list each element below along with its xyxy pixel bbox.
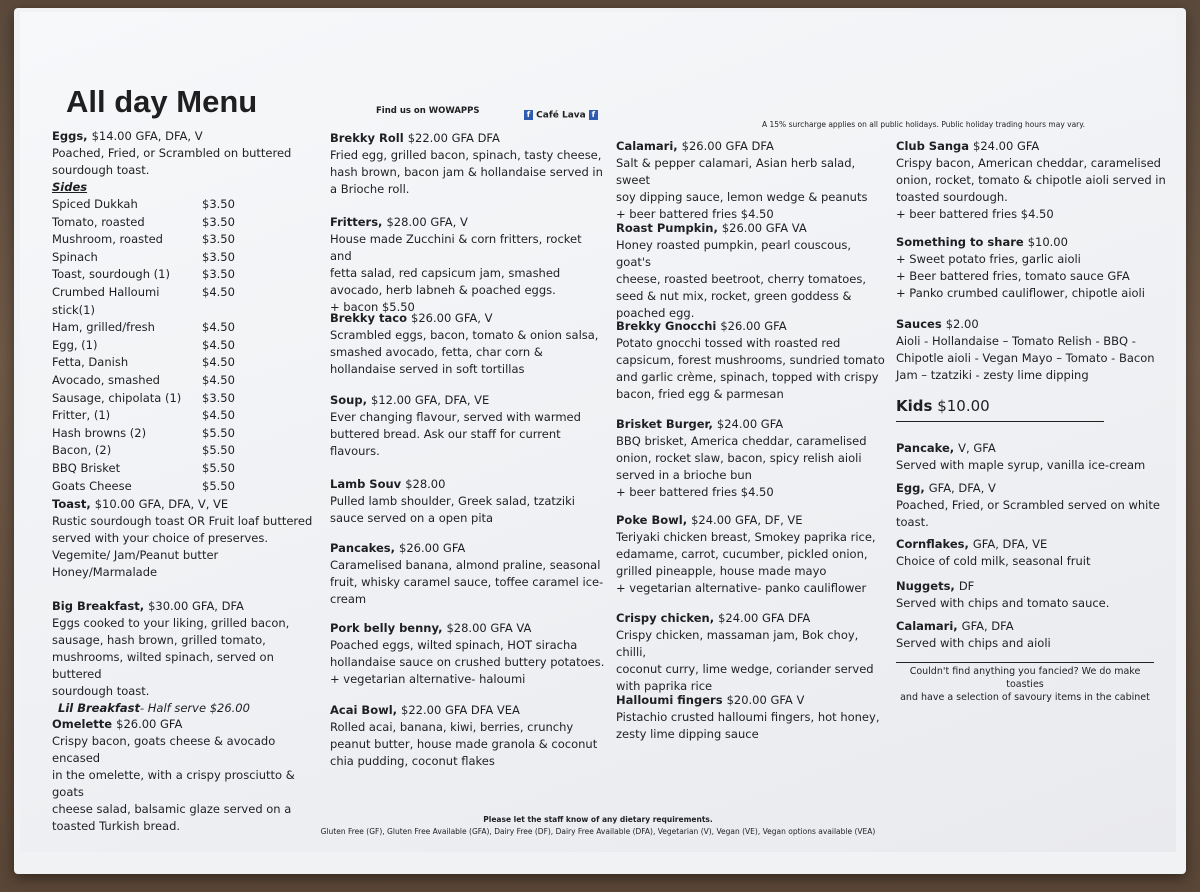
item-desc: flavours.	[330, 444, 380, 458]
menu-item-poke-bowl	[616, 512, 876, 597]
side-name: BBQ Brisket	[52, 460, 121, 475]
side-name: Fritter, (1)	[52, 408, 111, 423]
side-name: Tomato, roasted	[52, 214, 145, 229]
menu-title: All day Menu	[66, 84, 258, 119]
item-desc: Scrambled eggs, bacon, tomato & onion salsa,	[330, 328, 599, 342]
item-price: $26.00 GFA VA	[721, 221, 807, 235]
item-desc: Potato gnocchi tossed with roasted red	[616, 336, 841, 350]
item-price: $24.00 GFA, DF, VE	[691, 513, 803, 527]
side-row	[52, 214, 291, 232]
item-desc: and garlic crème, spinach, topped with crispy	[616, 370, 879, 384]
item-desc: + Beer battered fries, tomato sauce GFA	[896, 269, 1130, 283]
item-desc: Poached eggs, wilted spinach, HOT siracha	[330, 638, 578, 652]
side-row	[52, 372, 291, 390]
item-desc: grilled pineapple, house made mayo	[616, 564, 827, 578]
item-desc: + vegetarian alternative- haloumi	[330, 672, 526, 686]
item-price: $2.00	[945, 317, 979, 331]
menu-item-acai-bowl	[330, 702, 597, 770]
item-desc: Salt & pepper calamari, Asian herb salad, sweet	[616, 156, 856, 187]
item-desc: peanut butter, house made granola & coconut	[330, 737, 598, 751]
item-price: $28.00 GFA, V	[386, 215, 468, 229]
item-desc: hollandaise served in soft tortillas	[330, 362, 525, 376]
item-price: GFA, DFA	[961, 619, 1014, 633]
item-desc: Served with chips and tomato sauce.	[896, 596, 1110, 610]
item-name: Acai Bowl,	[330, 703, 398, 717]
side-name: Toast, sourdough (1)	[52, 267, 170, 282]
item-name: Cornflakes,	[896, 537, 969, 551]
side-name: Hash browns (2)	[52, 425, 147, 440]
item-name: Poke Bowl,	[616, 513, 688, 527]
side-row	[52, 337, 291, 355]
item-name: Halloumi fingers	[616, 693, 723, 707]
side-name: Spiced Dukkah	[52, 197, 138, 211]
side-row	[52, 266, 291, 284]
item-desc: poached egg.	[616, 306, 695, 320]
kids-item-pancake	[896, 440, 1145, 474]
item-desc: Rustic sourdough toast OR Fruit loaf buttered	[52, 514, 313, 528]
item-desc: smashed avocado, fetta, char corn &	[330, 345, 543, 359]
side-name: Avocado, smashed	[52, 372, 160, 387]
item-name: Brekky taco	[330, 311, 408, 325]
item-desc: + Sweet potato fries, garlic aioli	[896, 252, 1081, 266]
side-price: $3.50	[202, 197, 235, 211]
item-name: Big Breakfast,	[52, 599, 145, 613]
item-name: Club Sanga	[896, 139, 970, 153]
item-desc: Poached, Fried, or Scrambled on buttered	[52, 146, 292, 160]
item-name: Something to share	[896, 235, 1024, 249]
side-name: Ham, grilled/fresh	[52, 320, 155, 335]
item-desc: chia pudding, coconut flakes	[330, 754, 495, 768]
item-name: Roast Pumpkin,	[616, 221, 718, 235]
item-price: $14.00 GFA, DFA, V	[91, 129, 203, 143]
side-price: $5.50	[202, 460, 235, 475]
facebook-icon: f	[589, 110, 598, 120]
item-price: DF	[958, 579, 975, 593]
item-name: Lil Breakfast	[58, 701, 140, 715]
item-name: Crispy chicken,	[616, 611, 715, 625]
item-name: Egg,	[896, 481, 925, 495]
item-desc: Fried egg, grilled bacon, spinach, tasty cheese,	[330, 148, 602, 162]
kids-title: Kids	[896, 397, 933, 415]
item-price: GFA, DFA, VE	[972, 537, 1048, 551]
menu-item-brekky-taco	[330, 310, 598, 378]
item-desc: coconut curry, lime wedge, coriander served	[616, 662, 874, 676]
item-price: $24.00 GFA	[716, 417, 784, 431]
item-price: $26.00 GFA	[116, 717, 183, 731]
side-row	[52, 478, 291, 496]
menu-item-roast-pumpkin	[616, 220, 886, 322]
item-price: $20.00 GFA V	[726, 693, 805, 707]
item-desc: Chipotle aioli - Vegan Mayo – Tomato - Bacon	[896, 351, 1155, 365]
item-desc: Served with chips and aioli	[896, 636, 1051, 650]
item-name: Pork belly benny,	[330, 621, 443, 635]
item-desc: Honey/Marmalade	[52, 565, 158, 579]
item-desc: served in a brioche bun	[616, 468, 752, 482]
item-price: $30.00 GFA, DFA	[148, 599, 244, 613]
item-desc: Crispy chicken, massaman jam, Bok choy, chilli,	[616, 628, 859, 659]
item-desc: + beer battered fries $4.50	[616, 207, 774, 221]
menu-item-halloumi-fingers	[616, 692, 879, 743]
side-price: $4.50	[202, 408, 235, 423]
side-price: $4.50	[202, 337, 235, 352]
item-desc: sausage, hash brown, grilled tomato,	[52, 633, 266, 647]
item-price: $26.00 GFA	[720, 319, 787, 333]
dietary-legend: Gluten Free (GF), Gluten Free Available (GFA), Dairy Free (DF), Dairy Free Available (DFA), Vegetarian (V), Vegan (VE), Vegan options available (VEA)	[320, 827, 876, 836]
item-desc: Pulled lamb shoulder, Greek salad, tzatziki	[330, 494, 575, 508]
item-name: Brisket Burger,	[616, 417, 713, 431]
item-desc: Served with maple syrup, vanilla ice-cream	[896, 458, 1146, 472]
menu-item-soup	[330, 392, 581, 460]
find-us-text: Find us on WOWAPPS	[376, 106, 480, 116]
item-desc: sauce served on a open pita	[330, 511, 494, 525]
item-desc: + beer battered fries $4.50	[616, 485, 774, 499]
item-desc: with paprika rice	[616, 679, 713, 693]
item-desc: House made Zucchini & corn fritters, rocket and	[330, 232, 582, 263]
item-desc: Vegemite/ Jam/Peanut butter	[52, 548, 219, 562]
menu-item-brisket-burger	[616, 416, 867, 501]
menu-page	[20, 12, 1176, 852]
menu-item-calamari	[616, 138, 886, 223]
item-desc: Poached, Fried, or Scrambled served on white	[896, 498, 1160, 512]
item-desc: cream	[330, 592, 367, 606]
item-desc: toasted Turkish bread.	[52, 819, 181, 833]
item-price: $22.00 GFA DFA VEA	[401, 703, 520, 717]
menu-item-club-sanga	[896, 138, 1166, 223]
item-price: GFA, DFA, V	[928, 481, 996, 495]
item-name: Calamari,	[616, 139, 678, 153]
menu-item-pancakes	[330, 540, 603, 608]
item-price: $24.00 GFA	[973, 139, 1040, 153]
item-name: Eggs,	[52, 129, 88, 143]
side-price: $4.50	[202, 284, 235, 299]
item-name: Pancake,	[896, 441, 955, 455]
item-desc: toast.	[896, 515, 929, 529]
item-desc: in the omelette, with a crispy prosciutto & goats	[52, 768, 295, 799]
side-row	[52, 460, 291, 478]
item-name: Brekky Roll	[330, 131, 404, 145]
item-desc: served with your choice of preserves.	[52, 531, 269, 545]
cabinet-note	[896, 662, 1154, 704]
item-desc: Caramelised banana, almond praline, seasonal	[330, 558, 601, 572]
side-row	[52, 407, 291, 425]
item-price: $26.00 GFA DFA	[681, 139, 774, 153]
item-desc: cheese salad, balsamic glaze served on a	[52, 802, 292, 816]
item-desc: bacon, fried egg & parmesan	[616, 387, 784, 401]
menu-sheet	[14, 8, 1186, 874]
item-name: Fritters,	[330, 215, 383, 229]
side-price: $3.50	[202, 390, 235, 405]
side-row	[52, 319, 291, 337]
item-desc: avocado, herb labneh & poached eggs.	[330, 283, 556, 297]
item-name: Sauces	[896, 317, 942, 331]
side-price: $3.50	[202, 267, 235, 282]
item-price: $28.00	[405, 477, 446, 491]
item-price: - Half serve $26.00	[139, 701, 250, 715]
menu-item-big-breakfast	[52, 598, 322, 717]
facebook-name: Café Lava	[536, 110, 586, 121]
menu-item-brekky-roll	[330, 130, 603, 198]
item-desc: toasted sourdough.	[896, 190, 1008, 204]
side-price: $5.50	[202, 443, 235, 458]
item-price: $28.00 GFA VA	[446, 621, 532, 635]
side-row	[52, 231, 291, 249]
side-price: $5.50	[202, 478, 235, 493]
item-desc: a Brioche roll.	[330, 182, 410, 196]
kids-item-cornflakes	[896, 536, 1091, 570]
item-desc: Aioli - Hollandaise – Tomato Relish - BBQ -	[896, 334, 1136, 348]
item-name: Nuggets,	[896, 579, 955, 593]
item-price: $22.00 GFA DFA	[407, 131, 500, 145]
side-row	[52, 284, 291, 319]
side-name: Bacon, (2)	[52, 443, 112, 458]
item-price: $26.00 GFA, V	[411, 311, 493, 325]
item-price: $12.00 GFA, DFA, VE	[371, 393, 490, 407]
item-name: Soup,	[330, 393, 367, 407]
item-desc: mushrooms, wilted spinach, served on buttered	[52, 650, 274, 681]
surcharge-note: A 15% surcharge applies on all public holidays. Public holiday trading hours may vary.	[762, 120, 1086, 129]
item-desc: Rolled acai, banana, kiwi, berries, crunchy	[330, 720, 574, 734]
item-desc: Jam – tzatziki - zesty lime dipping	[896, 368, 1089, 382]
menu-item-toast	[52, 496, 312, 581]
menu-item-something-to-share	[896, 234, 1145, 302]
item-price: $10.00	[1027, 235, 1068, 249]
side-name: Sausage, chipolata (1)	[52, 390, 182, 405]
item-desc: Teriyaki chicken breast, Smokey paprika rice,	[616, 530, 876, 544]
side-price: $5.50	[202, 425, 235, 440]
item-price: V, GFA	[958, 441, 996, 455]
item-desc: fruit, whisky caramel sauce, toffee caramel ice-	[330, 575, 604, 589]
item-desc: soy dipping sauce, lemon wedge & peanuts	[616, 190, 868, 204]
item-price: $24.00 GFA DFA	[718, 611, 811, 625]
side-row	[52, 442, 291, 460]
item-desc: hash brown, bacon jam & hollandaise served in	[330, 165, 603, 179]
side-row	[52, 249, 291, 267]
menu-item-sauces	[896, 316, 1155, 384]
lil-breakfast	[52, 700, 322, 717]
item-desc: Crispy bacon, American cheddar, caramelised	[896, 156, 1161, 170]
kids-item-calamari	[896, 618, 1051, 652]
item-name: Brekky Gnocchi	[616, 319, 717, 333]
note-line: and have a selection of savoury items in the cabinet	[900, 692, 1150, 703]
item-desc: BBQ brisket, America cheddar, caramelised	[616, 434, 867, 448]
item-name: Pancakes,	[330, 541, 395, 555]
side-name: Egg, (1)	[52, 337, 98, 352]
side-row	[52, 390, 291, 408]
note-line: Couldn't find anything you fancied? We do make toasties	[909, 666, 1141, 690]
side-price: $3.50	[202, 249, 235, 264]
facebook-icon: f	[524, 110, 533, 120]
menu-item-eggs	[52, 128, 291, 495]
side-name: Fetta, Danish	[52, 355, 129, 370]
item-desc: Eggs cooked to your liking, grilled bacon,	[52, 616, 290, 630]
kids-heading	[896, 398, 1104, 422]
item-name: Toast,	[52, 497, 91, 511]
side-price: $4.50	[202, 355, 235, 370]
item-name: Omelette	[52, 717, 113, 731]
side-price: $4.50	[202, 372, 235, 387]
side-name: Mushroom, roasted	[52, 232, 163, 247]
side-name: Crumbed Halloumi stick(1)	[52, 284, 160, 317]
menu-item-fritters	[330, 214, 605, 316]
item-desc: sourdough toast.	[52, 684, 150, 698]
item-price: $10.00 GFA, DFA, V, VE	[94, 497, 229, 511]
menu-item-crispy-chicken	[616, 610, 886, 695]
item-price: $26.00 GFA	[399, 541, 466, 555]
item-name: Lamb Souv	[330, 477, 402, 491]
item-desc: Crispy bacon, goats cheese & avocado encased	[52, 734, 276, 765]
menu-item-lamb-souv	[330, 476, 575, 527]
item-desc: Honey roasted pumpkin, pearl couscous, goat's	[616, 238, 852, 269]
kids-item-nuggets	[896, 578, 1109, 612]
side-row	[52, 354, 291, 372]
item-desc: + Panko crumbed cauliflower, chipotle aioli	[896, 286, 1145, 300]
menu-item-brekky-gnocchi	[616, 318, 885, 403]
kids-item-egg	[896, 480, 1160, 531]
facebook-link	[524, 110, 598, 121]
side-price: $4.50	[202, 320, 235, 335]
side-name: Goats Cheese	[52, 478, 132, 493]
kids-divider	[896, 421, 1104, 422]
item-desc: zesty lime dipping sauce	[616, 727, 759, 741]
item-desc: Pistachio crusted halloumi fingers, hot honey,	[616, 710, 880, 724]
item-desc: onion, rocket, tomato & chipotle aioli served in	[896, 173, 1166, 187]
side-name: Spinach	[52, 249, 98, 264]
item-desc: + beer battered fries $4.50	[896, 207, 1054, 221]
side-price: $3.50	[202, 214, 235, 229]
menu-item-pork-belly-benny	[330, 620, 604, 688]
sides-list	[52, 196, 291, 495]
item-desc: hollandaise sauce on crushed buttery potatoes.	[330, 655, 605, 669]
item-desc: sourdough toast.	[52, 163, 150, 177]
item-desc: + bacon $5.50	[330, 300, 415, 314]
item-desc: edamame, carrot, cucumber, pickled onion,	[616, 547, 868, 561]
side-price: $3.50	[202, 232, 235, 247]
dietary-note: Please let the staff know of any dietary requirements.	[483, 815, 713, 824]
side-row	[52, 425, 291, 443]
item-desc: capsicum, forest mushrooms, sundried tomato	[616, 353, 885, 367]
item-name: Calamari,	[896, 619, 958, 633]
item-desc: onion, rocket slaw, bacon, spicy relish aioli	[616, 451, 862, 465]
kids-price: $10.00	[937, 397, 990, 415]
item-desc: Choice of cold milk, seasonal fruit	[896, 554, 1091, 568]
side-row	[52, 196, 291, 214]
item-desc: seed & nut mix, rocket, green goddess &	[616, 289, 852, 303]
sides-label: Sides	[52, 180, 88, 194]
item-desc: + vegetarian alternative- panko cauliflower	[616, 581, 867, 595]
item-desc: buttered bread. Ask our staff for current	[330, 427, 561, 441]
item-desc: fetta salad, red capsicum jam, smashed	[330, 266, 561, 280]
item-desc: Ever changing flavour, served with warmed	[330, 410, 581, 424]
item-desc: cheese, roasted beetroot, cherry tomatoes,	[616, 272, 867, 286]
